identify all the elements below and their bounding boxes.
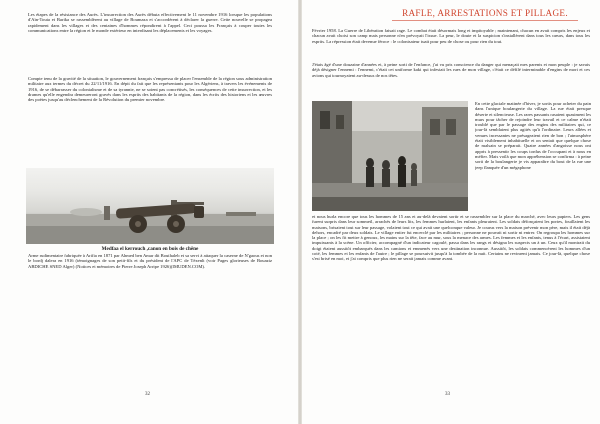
- right-paragraph-3: En cette glaciale matinée d'hiver, je sortis pour acheter du pain dans l'unique boulangerie du village. La rue était presque déserte et silencieuse. Les rares passants rasaient quasiment les murs pour tâcher de rejoindre leur travail et ce calme n'était troublé que par le passage des engins des militaires qui, ce jour-là semblaient plus agités qu'à l'ordinaire. Leurs allées et venues incessantes ne présageaient rien de bon ; l'atmosphère était visiblement inhabituelle et on sentait que quelque chose de malsain se préparait. Quatre années d'angoisse nous ont appris à pressentir les coups tordus de l'occupant et à nous en méfier. Mais voilà que mon appréhension se confirma : à peine sorti de la boulangerie je vis apparaître du bout de la rue une jeep flanquée d'un mégaphone: [475, 101, 591, 170]
- title-underline: [392, 20, 578, 21]
- left-paragraph-1: Les étapes de la résistance des Aurès. L'insurrection des Aurès débuta effectivement le 11 novembre 1916 lorsque les populations d'Aïn-Touta et Barika se rassemblèrent au village de Boumaza et s'accordèrent à déclarer la guerre. Cette nouvelle se propagea rapidement dans les villages et des centaines d'hommes répondirent à l'appel. Ceci poussa les Français à couper toutes les communications entre la région et le monde extérieur en interdisant les déplacements et les voyages.: [28, 12, 272, 33]
- wooden-cannon-illustration: [26, 168, 274, 244]
- photo-caption-body: Arme rudimentaire fabriquée à Arifia en 1871 par Ahmed ben Amar dit Bouthaleb et sa servi à attaquer la caserne de N'gaous et non le bordj dalera en 1916 (témoignages de son petit-fils et du président de l'APC de Téxenlt (voir Pages glorieuses de Bouaziz ABDICHE SNED Alger) (Notices et mémoires de Pierre Joseph Arripe 1926)(IMUDEN.COM).: [28, 253, 272, 269]
- right-paragraph-2: J'étais âgé d'une douzaine d'années et, à peine sorti de l'enfance, j'ai vu pris conscience du danger qui menaçait mes parents et mon peuple : je savais déjà désigner l'ennemi : l'ennemi, c'était cet uniforme kaki qui infestait les rues de mon village, c'était ce défilé interminable d'engins de mort et ces avions qui tournoyaient au-dessus de nos têtes.: [312, 62, 590, 78]
- photo-caption-title: Medfaa el kerrouch ,canon en bois de chêne: [101, 246, 199, 252]
- right-paragraph-4: et nous hurla encore que tous les hommes de 15 ans et au-delà devaient sortir et se rassembler sur la place du marché, avec leurs papiers. Les gens furent surpris dans leur sommeil, arrachés de leurs lits, les femmes hurlaient, les enfants pleuraient. Les soldats défonçaient les portes, fouillaient les maisons, brisaient tout sur leur passage, volaient tout ce qui avait une quelconque valeur. Je courus vers la maison prévenir mon père, mais il était déjà dehors, encadré par deux soldats. Le village entier fut encerclé par les militaires ; personne ne pouvait ni sortir ni entrer. On regroupa les hommes sur la place ; on les fit mettre à genoux, les mains sur la tête, face au mur, sous la menace des armes. Les femmes et les enfants, tenus à l'écart, assistaient impuissants à la scène. Un officier, accompagné d'un indicateur cagoulé, passa dans les rangs et désigna les suspects un à un. Ceux qu'il montrait du doigt étaient aussitôt embarqués dans les camions et emmenés vers une destination inconnue. Aussitôt, les soldats commencèrent les hommes d'un coté, les femmes et les enfants de l'autre ; le pillage se poursuivit jusqu'à la tombée de la nuit. Certains ne revinrent jamais. Ce jour-là, quelque chose s'est brisé en moi, et j'ai compris que plus rien ne serait jamais comme avant.: [312, 214, 590, 262]
- left-paragraph-2: Compte tenu de la gravité de la situation, le gouvernement français s'empressa de placer l'ensemble de la région sous administration militaire aux termes du décret du 22/11/1916. En dépit du fait que les représentants pour les Algériens, à travers les événements de 1916, de se débarrasser du colonialisme et de sa tyrannie, ne se soient pas concrétisés, les conséquences de cette insurrection, et les drames qu'elle engendra demeureront gravés dans les esprits des habitants de la région, dans les écrits des historiens et les œuvres des poètes jusqu'au déclenchement de la Révolution du premier novembre.: [28, 76, 272, 103]
- right-paragraph-1: Février 1958. La Guerre de Libération faisait rage. Le combat était désormais long et impitoyable ; maintenant, chacun en avait compris les enjeux et chacun avait choisi son camp mais personne n'en prévoyait l'issue. La peur, le doute et la suspicion s'installèrent dans tous les cœurs, dans tous les esprits. La répression était devenue féroce : le colonisateur tuait pour peu de chose ou pour rien du tout.: [312, 28, 590, 44]
- article-title: RAFLE, ARRESTATIONS ET PILLAGE.: [402, 8, 568, 18]
- page-number-left: 32: [145, 392, 150, 397]
- page-number-right: 33: [445, 392, 450, 397]
- street-scene-illustration: [312, 101, 468, 211]
- street-scene-photo: [312, 101, 468, 211]
- wooden-cannon-photo: [26, 168, 274, 244]
